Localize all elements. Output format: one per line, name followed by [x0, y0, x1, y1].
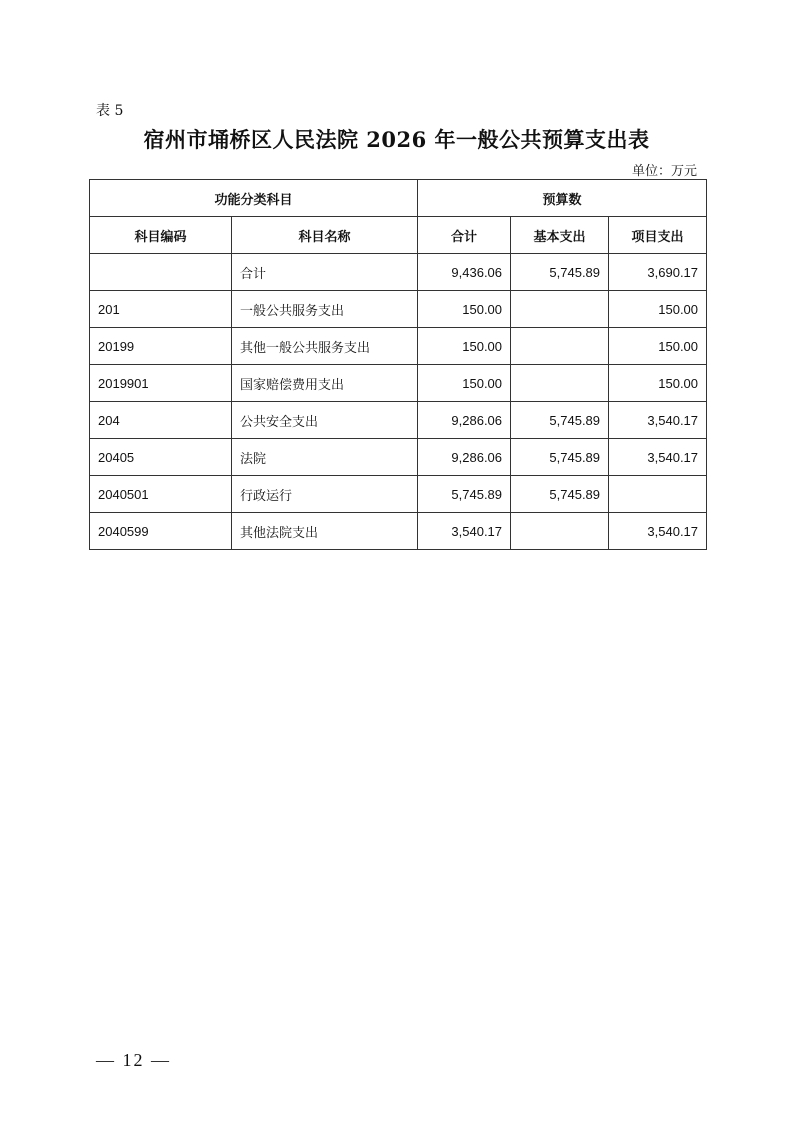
cell-basic [511, 291, 609, 328]
cell-code: 20405 [90, 439, 232, 476]
cell-name: 一般公共服务支出 [232, 291, 418, 328]
cell-total: 9,436.06 [418, 254, 511, 291]
unit-label: 单位：万元 [631, 164, 697, 179]
cell-code: 20199 [90, 328, 232, 365]
header-subject-code: 科目编码 [90, 217, 232, 254]
cell-name: 公共安全支出 [232, 402, 418, 439]
table-row [90, 439, 707, 476]
group-header-row [90, 180, 707, 217]
cell-total: 9,286.06 [418, 402, 511, 439]
cell-project [609, 476, 707, 513]
table-row [90, 513, 707, 550]
cell-code: 2040501 [90, 476, 232, 513]
header-total: 合计 [418, 217, 511, 254]
cell-code: 204 [90, 402, 232, 439]
cell-basic [511, 328, 609, 365]
header-functional-classification: 功能分类科目 [90, 180, 418, 217]
cell-project: 150.00 [609, 291, 707, 328]
cell-code: 201 [90, 291, 232, 328]
cell-project: 150.00 [609, 365, 707, 402]
cell-total: 5,745.89 [418, 476, 511, 513]
cell-name: 其他法院支出 [232, 513, 418, 550]
cell-code [90, 254, 232, 291]
cell-project: 3,540.17 [609, 439, 707, 476]
header-subject-name: 科目名称 [232, 217, 418, 254]
table-row [90, 254, 707, 291]
table-row [90, 476, 707, 513]
header-basic-expenditure: 基本支出 [511, 217, 609, 254]
cell-project: 3,540.17 [609, 402, 707, 439]
cell-total: 150.00 [418, 291, 511, 328]
table-row [90, 365, 707, 402]
cell-basic: 5,745.89 [511, 439, 609, 476]
table-row [90, 291, 707, 328]
header-project-expenditure: 项目支出 [609, 217, 707, 254]
cell-name: 行政运行 [232, 476, 418, 513]
cell-total: 150.00 [418, 328, 511, 365]
cell-name: 国家赔偿费用支出 [232, 365, 418, 402]
cell-total: 9,286.06 [418, 439, 511, 476]
table-row [90, 402, 707, 439]
cell-total: 3,540.17 [418, 513, 511, 550]
header-budget-amount: 预算数 [418, 180, 707, 217]
cell-name: 法院 [232, 439, 418, 476]
page-title: 宿州市埇桥区人民法院 2026 年一般公共预算支出表 [143, 127, 650, 152]
cell-name: 其他一般公共服务支出 [232, 328, 418, 365]
cell-basic [511, 365, 609, 402]
cell-basic: 5,745.89 [511, 402, 609, 439]
budget-table [89, 179, 707, 550]
column-header-row [90, 217, 707, 254]
cell-basic: 5,745.89 [511, 254, 609, 291]
cell-basic: 5,745.89 [511, 476, 609, 513]
cell-project: 3,690.17 [609, 254, 707, 291]
cell-name: 合计 [232, 254, 418, 291]
cell-project: 3,540.17 [609, 513, 707, 550]
cell-code: 2040599 [90, 513, 232, 550]
page-number: — 12 — [96, 1050, 171, 1070]
cell-code: 2019901 [90, 365, 232, 402]
cell-project: 150.00 [609, 328, 707, 365]
cell-total: 150.00 [418, 365, 511, 402]
table-label: 表 5 [96, 103, 124, 119]
cell-basic [511, 513, 609, 550]
table-row [90, 328, 707, 365]
